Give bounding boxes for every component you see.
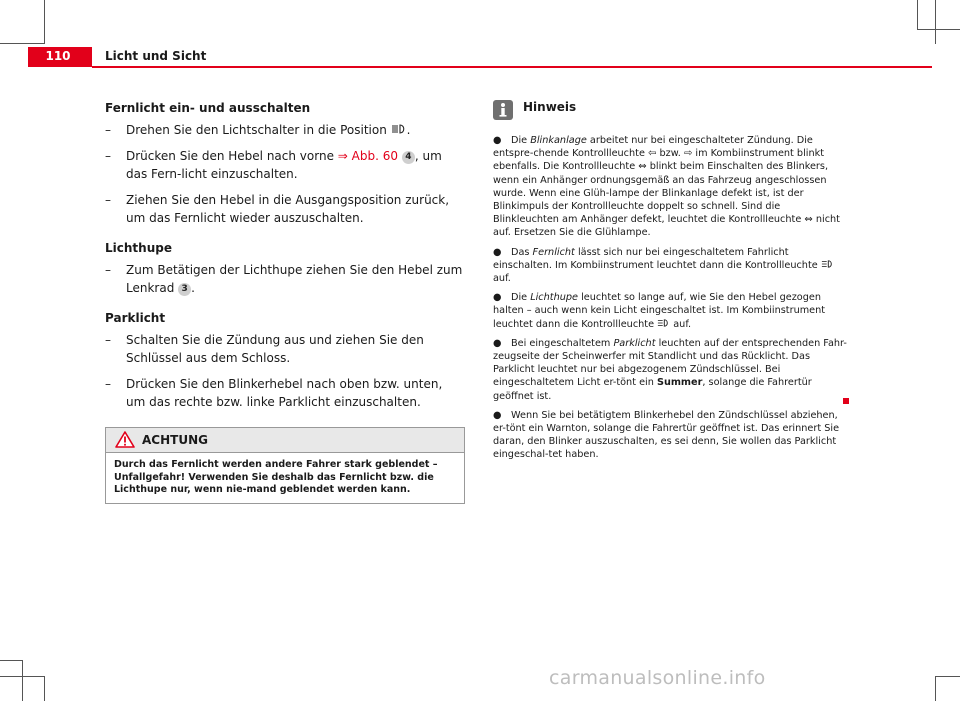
callout-number: 4 (402, 151, 415, 164)
note-emphasis: Parklicht (613, 337, 656, 349)
turn-left-icon: ⇦ (648, 148, 657, 160)
note-emphasis: Lichthupe (530, 292, 578, 304)
page-number: 110 (45, 49, 71, 63)
note-text: bzw. (659, 148, 681, 160)
note-text: Das (511, 246, 530, 258)
crop-mark (0, 43, 45, 44)
trailer-turn-icon: ⇔ (638, 161, 647, 173)
callout-number: 3 (178, 283, 191, 296)
crop-mark (935, 0, 936, 44)
note-text: auf. (493, 273, 511, 285)
bullet-marker: ● (493, 135, 502, 146)
dash-marker: – (105, 263, 111, 277)
note-text: Die (511, 292, 528, 304)
crop-mark (44, 0, 45, 44)
item-text: Schalten Sie die Zündung aus und ziehen Sie den Schlüssel aus dem Schloss. (126, 333, 424, 365)
note-text: auf. (673, 318, 692, 330)
item-text: Drücken Sie den Blinkerhebel nach oben bzw. unten, um das rechte bzw. linke Parklicht einzuschalten. (126, 377, 443, 409)
note-text: nicht auf. Ersetzen Sie die Glühlampe. (493, 214, 840, 239)
note-item (493, 409, 848, 462)
section-end-marker (843, 398, 849, 404)
item-tail: , um das Fern-licht einzuschalten. (126, 149, 442, 181)
list-item (105, 191, 465, 227)
high-beam-icon (657, 319, 670, 330)
bullet-marker: ● (493, 409, 502, 421)
crop-mark (0, 660, 23, 661)
warning-title: ACHTUNG (142, 433, 208, 447)
bullet-marker: ● (493, 337, 502, 349)
list-item (105, 261, 465, 297)
chapter-title: Licht und Sicht (105, 49, 207, 63)
note-text: Wenn Sie bei betätigtem Blinkerhebel den Zündschlüssel abziehen, er-tönt ein Warnton, solange die Fahrertür geöffnet ist. Das erinnert Sie daran, den Blinker auszuschalten, es sei denn, Sie wollen das Parklicht eingeschal-tet haben. (493, 409, 840, 461)
list-item (105, 121, 465, 139)
section-heading: Parklicht (105, 311, 166, 325)
item-text: Ziehen Sie den Hebel in die Ausgangsposition zurück, um das Fernlicht wieder auszuschalten. (126, 193, 450, 225)
bullet-marker: ● (493, 246, 502, 258)
item-end: . (406, 123, 411, 137)
section-heading: Fernlicht ein- und ausschalten (105, 101, 311, 115)
dash-marker: – (105, 377, 111, 391)
note-text: im Kombiinstrument blinkt ebenfalls. Die Kontrollleuchte (493, 148, 824, 173)
note-item (493, 134, 848, 240)
dash-marker: – (105, 149, 111, 163)
note-item (493, 337, 848, 403)
dash-marker: – (105, 193, 111, 207)
list-item (105, 147, 465, 183)
crop-mark (935, 676, 936, 701)
warning-box (105, 427, 465, 504)
dash-marker: – (105, 333, 111, 347)
dash-marker: – (105, 123, 111, 137)
item-end: . (191, 281, 195, 295)
warning-triangle-icon (115, 431, 135, 453)
crop-mark (917, 0, 918, 30)
high-beam-icon (391, 123, 407, 137)
note-text: Bei eingeschaltetem (511, 337, 611, 349)
warning-text: Durch das Fernlicht werden andere Fahrer stark geblendet – Unfallgefahr! Verwenden Sie deshalb das Fernlicht bzw. die Lichthupe nur, wenn nie-mand geblendet werden kann. (114, 459, 438, 495)
note-title: Hinweis (523, 100, 577, 114)
right-column (493, 100, 848, 468)
note-text: lässt sich nur bei eingeschaltetem Fahrlicht einschalten. Im Kombiinstrument leuchtet dann die Kontrollleuchte (493, 246, 818, 271)
note-text: arbeitet nur bei eingeschalteter Zündung. Die entspre-chende Kontrollleuchte (493, 135, 813, 160)
figure-link[interactable]: ⇒ Abb. 60 (337, 149, 399, 163)
note-item (493, 246, 848, 286)
section-heading: Lichthupe (105, 241, 172, 255)
crop-mark (917, 29, 960, 30)
item-text: Drehen Sie den Lichtschalter in die Position (126, 123, 387, 137)
watermark: carmanualsonline.info (549, 667, 766, 689)
note-text: leuchtet so lange auf, wie Sie den Hebel gezogen halten – auch wenn kein Licht eingeschaltet ist. Im Kombiinstrument leuchtet dann die Kontrollleuchte (493, 292, 826, 330)
item-text: Zum Betätigen der Lichthupe ziehen Sie den Hebel zum Lenkrad (126, 263, 463, 295)
bullet-marker: ● (493, 292, 502, 304)
crop-mark (44, 676, 45, 701)
note-emphasis: Blinkanlage (530, 135, 587, 146)
list-item (105, 331, 465, 367)
note-item (493, 291, 848, 331)
turn-right-icon: ⇨ (683, 148, 693, 160)
left-column (105, 99, 465, 504)
trailer-turn-icon: ⇔ (804, 214, 813, 226)
high-beam-icon (821, 260, 834, 271)
note-text: , solange die Fahrertür geöffnet ist. (493, 377, 812, 402)
crop-mark (22, 660, 23, 701)
item-text: Drücken Sie den Hebel nach vorne (126, 149, 334, 163)
note-text: leuchten auf der entsprechenden Fahr-zeugseite der Scheinwerfer mit Standlicht und das Rücklicht. Das Parklicht leuchtet nur bei abgezogenem Zündschlüssel. Bei eingeschaltetem Licht er-tönt ein (493, 337, 847, 389)
note-strong: Summer (656, 377, 703, 389)
note-text: Die (511, 135, 528, 146)
note-header (493, 100, 848, 128)
warning-header (106, 428, 464, 453)
header-rule (92, 66, 932, 68)
info-note-icon (493, 100, 513, 120)
note-emphasis: Fernlicht (532, 246, 575, 258)
crop-mark (935, 676, 960, 677)
list-item (105, 375, 465, 411)
note-text: blinkt beim Einschalten des Blinkers, wenn ein Anhänger ordnungsgemäß an das Fahrzeug angeschlossen wurde. Wenn eine Glüh-lampe der Blinkanlage defekt ist, ist der Blinkimpuls der Kontrollleuchte doppelt so schnell. Sind die Blinkleuchten am Anhänger defekt, leuchtet die Kontrollleuchte (493, 161, 829, 226)
